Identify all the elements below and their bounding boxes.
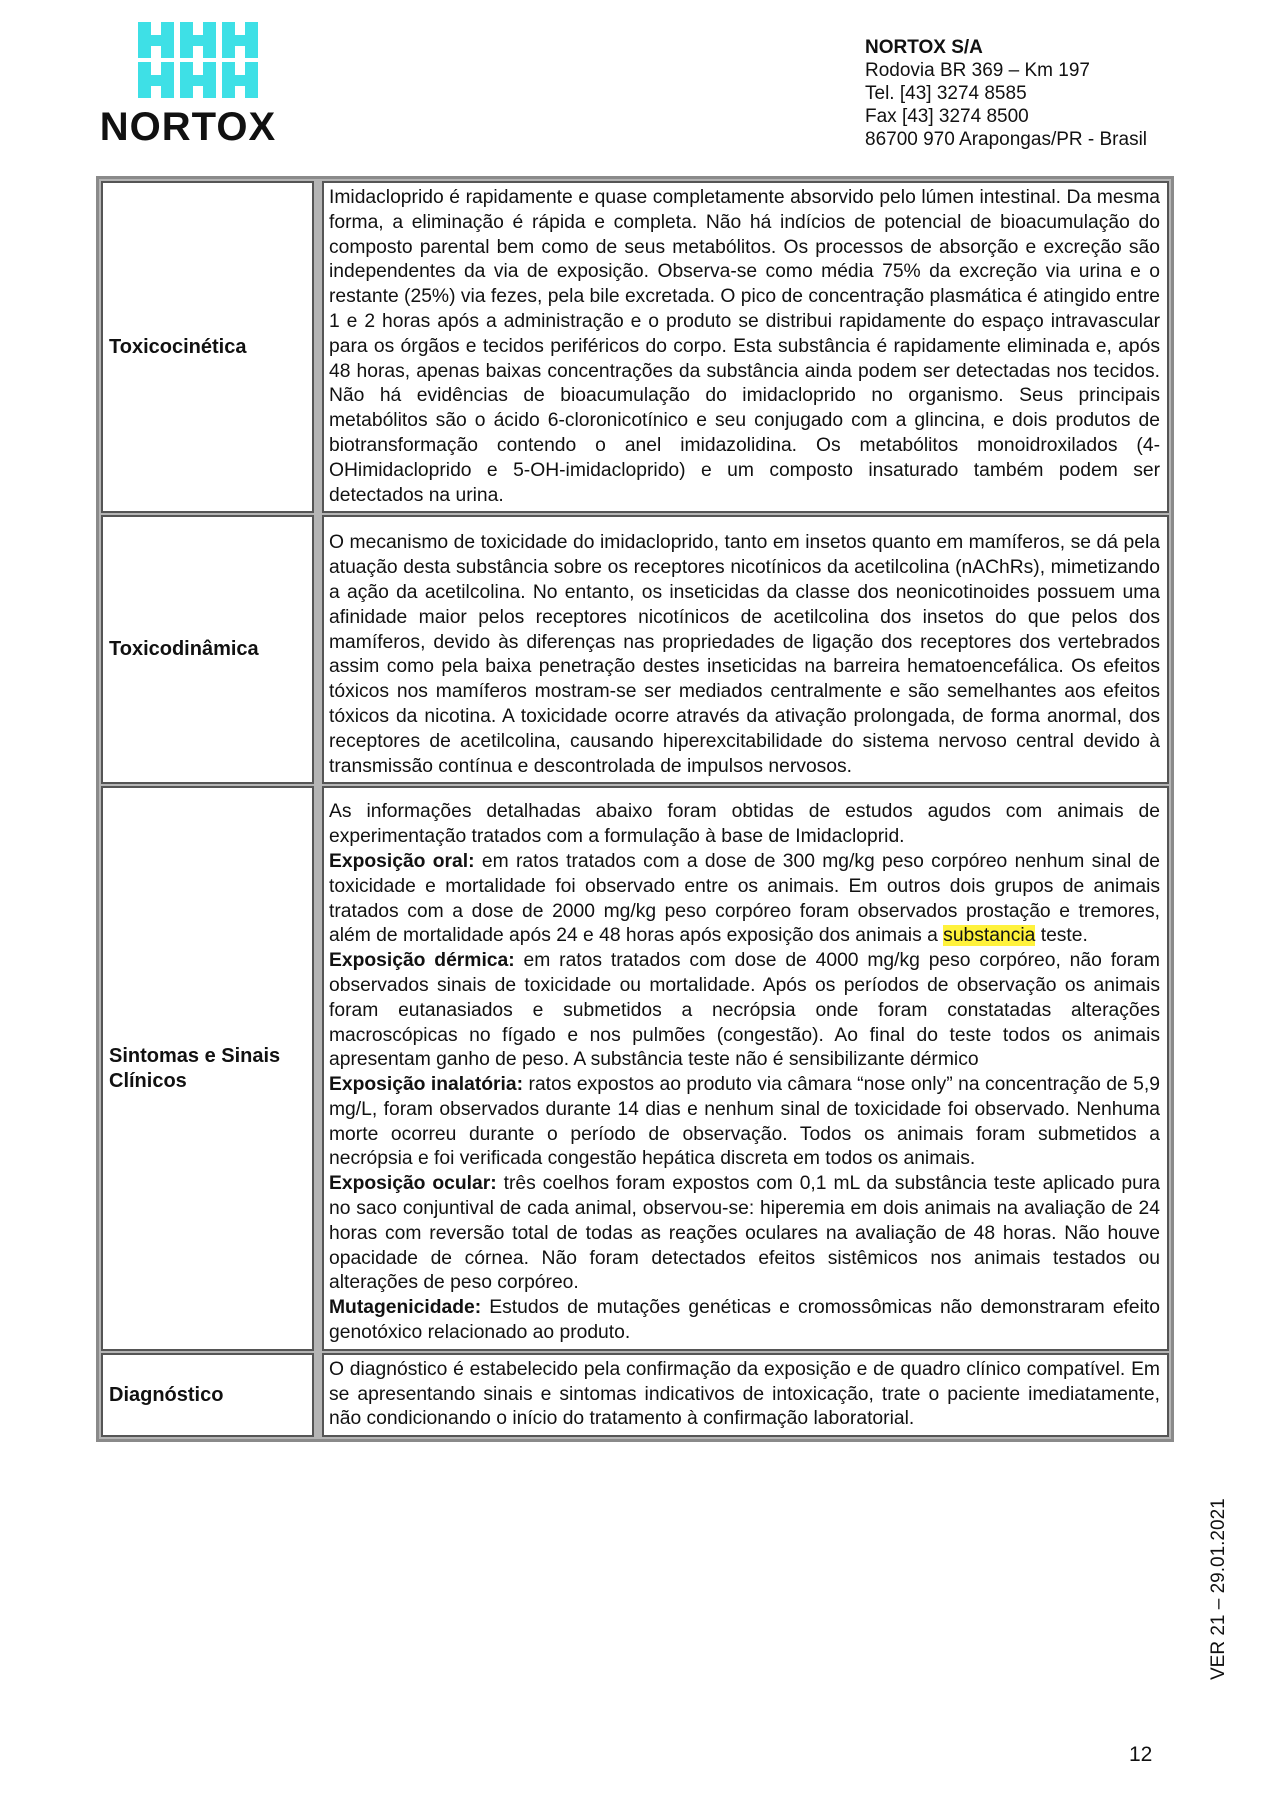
table-row-sintomas — [101, 786, 1169, 1351]
inhal-lead: Exposição inalatória: — [329, 1074, 524, 1096]
sintomas-intro: As informações detalhadas abaixo foram obtidas de estudos agudos com animais de experimentação tratados com a formulação à base de Imidacloprid. — [329, 801, 1160, 848]
muta-lead: Mutagenicidade: — [329, 1297, 482, 1319]
oral-exposure-paragraph — [329, 850, 1160, 949]
inhal-text: ratos expostos ao produto via câmara “nose only” na concentração de 5,9 mg/L, foram observados durante 14 dias e nenhum sinal de toxicidade foi observado. Nenhuma morte ocorreu durante o período de observação. Todos os animais foram submetidos a necrópsia e foi verificada congestão hepática discreta em todos os animais. — [329, 1074, 1160, 1170]
toxicocinetica-text: Imidacloprido é rapidamente e quase completamente absorvido pelo lúmen intestinal. Da mesma forma, a eliminação é rápida e completa. Não há indícios de potencial de bioacumulação do composto parental bem como de seus metabólitos. Os processos de absorção e excreção são independentes da via de exposição. Observa-se como média 75% da excreção via urina e o restante (25%) via fezes, pela bile excretada. O pico de concentração plasmática é atingido entre 1 e 2 horas após a administração e o produto se distribui rapidamente do espaço intravascular para os órgãos e tecidos periféricos do corpo. Esta substância é rapidamente eliminada e, após 48 horas, apenas baixas concentrações da substância ainda podem ser detectadas nos tecidos. Não há evidências de bioacumulação do imidacloprido no organismo. Seus principais metabólitos são o ácido 6-cloronicotínico e seu conjugado com a glincina, e dois produtos de biotransformação contendo o anel imidazolidina. Os metabólitos monoidroxilados (4-OHimidacloprido e 5-OH-imidacloprido) e um composto insaturado também podem ser detectados na urina. — [329, 187, 1160, 506]
row-text — [322, 181, 1169, 513]
page-number: 12 — [1129, 1743, 1153, 1766]
oral-text-a: em ratos tratados com a dose de 300 mg/kg peso corpóreo nenhum sinal de toxicidade e mortalidade foi observado entre os animais. Em outros dois grupos de animais tratados com a dose de 2000 mg/kg peso corpóreo foram observados prostação e tremores, além de mortalidade após 24 e 48 horas após exposição dos animais a — [329, 850, 1160, 947]
ocular-lead: Exposição ocular: — [329, 1173, 497, 1195]
inhalation-exposure-paragraph — [329, 1073, 1160, 1172]
company-tel: Tel. [43] 3274 8585 — [865, 83, 1027, 104]
company-fax: Fax [43] 3274 8500 — [865, 106, 1029, 127]
toxicodinamica-text: O mecanismo de toxicidade do imidacloprido, tanto em insetos quanto em mamíferos, se dá pela atuação desta substância sobre os receptores nicotínicos da acetilcolina (nAChRs), mimetizando a ação da acetilcolina. No entanto, os inseticidas da classe dos neonicotinoides possuem uma afinidade maior pelos receptores nicotínicos de acetilcolina dos insetos do que pelos dos mamíferos, devido às diferenças nas propriedades de ligação dos receptores dos vertebrados assim como pela baixa penetração destes inseticidas na barreira hematoencefálica. Os efeitos tóxicos nos mamíferos mostram-se ser mediados centralmente e são semelhantes aos efeitos tóxicos da nicotina. A toxicidade ocorre através da ativação prolongada, de forma anormal, dos receptores de acetilcolina, causando hiperexcitabilidade do sistema nervoso central devido à transmissão contínua e descontrolada de impulsos nervosos. — [329, 532, 1160, 777]
table-row-toxicocinetica — [101, 181, 1169, 513]
version-label: VER 21 – 29.01.2021 — [1208, 1498, 1229, 1680]
row-text — [322, 786, 1169, 1351]
dermal-lead: Exposição dérmica: — [329, 950, 515, 972]
mutagenicity-paragraph — [329, 1296, 1160, 1346]
highlighted-text: substancia — [943, 925, 1036, 947]
diagnostico-text: O diagnóstico é estabelecido pela confirmação da exposição e de quadro clínico compatível. Em se apresentando sinais e sintomas indicativos de intoxicação, trate o paciente imediatamente, não condicionando o início do tratamento à confirmação laboratorial. — [329, 1358, 1160, 1430]
table-row-diagnostico — [101, 1353, 1169, 1437]
toxicology-table — [96, 176, 1174, 1442]
ocular-text: três coelhos foram expostos com 0,1 mL da substância teste aplicado pura no saco conjuntival de cada animal, observou-se: hiperemia em dois animais na avaliação de 24 horas com reversão total de todas as reações oculares na avaliação de 48 horas. Não houve opacidade de córnea. Não foram detectados efeitos sistêmicos nos animais testados ou alterações de peso corpóreo. — [329, 1173, 1160, 1294]
row-label: Toxicocinética — [101, 181, 314, 513]
oral-lead: Exposição oral: — [329, 850, 475, 872]
company-address: Rodovia BR 369 – Km 197 — [865, 60, 1090, 81]
dermal-text: em ratos tratados com dose de 4000 mg/kg peso corpóreo, não foram observados sinais de toxicidade ou mortalidade. Após os períodos de observação os animais foram eutanasiados e submetidos a necrópsia onde foram constatadas alterações macroscópicas no fígado e nos pulmões (congestão). Ao final do teste todos os animais apresentam ganho de peso. A substância teste não é sensibilizante dérmico — [329, 950, 1160, 1071]
row-label: Sintomas e Sinais Clínicos — [101, 786, 314, 1351]
ocular-exposure-paragraph — [329, 1172, 1160, 1296]
company-city: 86700 970 Arapongas/PR - Brasil — [865, 129, 1148, 150]
table-row-toxicodinamica — [101, 515, 1169, 784]
nortox-logo — [98, 22, 278, 147]
row-label: Diagnóstico — [101, 1353, 314, 1437]
logo-wordmark: NORTOX — [99, 105, 277, 147]
company-info — [865, 36, 1147, 151]
company-name: NORTOX S/A — [865, 37, 983, 58]
row-text — [322, 515, 1169, 784]
row-label: Toxicodinâmica — [101, 515, 314, 784]
muta-text: Estudos de mutações genéticas e cromossômicas não demonstraram efeito genotóxico relacionado ao produto. — [329, 1297, 1160, 1344]
oral-text-b: teste. — [1035, 925, 1088, 947]
row-text — [322, 1353, 1169, 1437]
nortox-logo-mark — [98, 22, 278, 147]
dermal-exposure-paragraph — [329, 949, 1160, 1073]
